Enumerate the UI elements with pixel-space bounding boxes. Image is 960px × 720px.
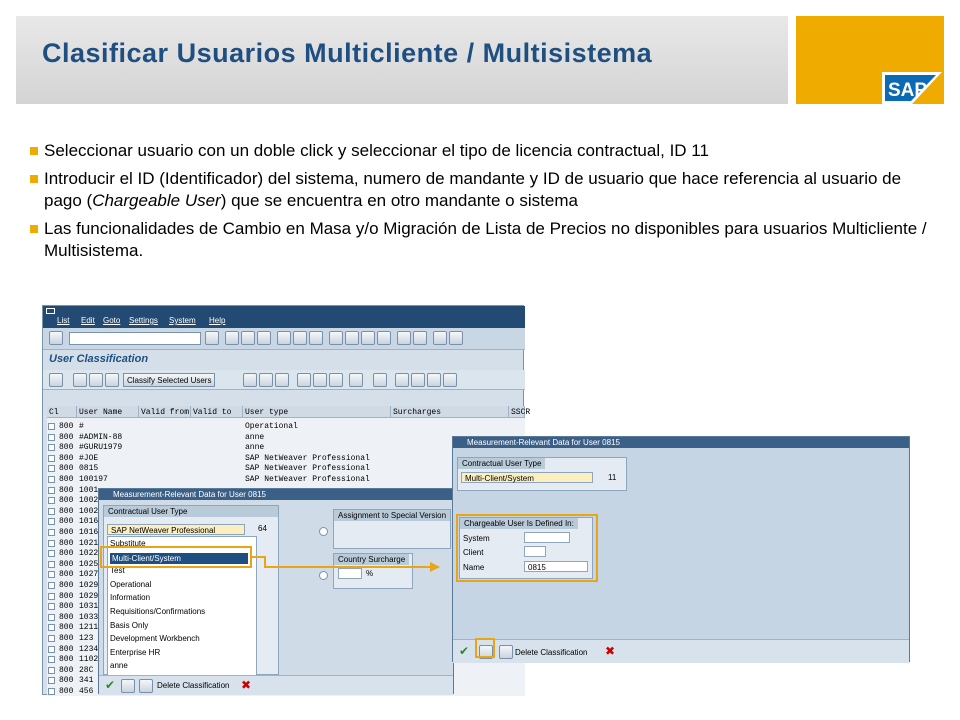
table-cell-cl: 800 (59, 538, 74, 548)
measurement-popup-left (98, 488, 454, 694)
table-cell-cl: 800 (59, 496, 74, 506)
contractual-group-left (103, 505, 279, 675)
row-checkbox[interactable] (48, 465, 55, 472)
table-cell-user: 456 (79, 687, 94, 696)
row-checkbox[interactable] (48, 571, 55, 578)
table-cell-cl: 800 (59, 655, 74, 665)
table-cell-type: anne (245, 432, 265, 442)
surcharge-field[interactable] (338, 568, 362, 579)
sort-asc-icon[interactable] (243, 373, 257, 387)
last-icon[interactable] (443, 373, 457, 387)
current-type-id: 64 (258, 524, 267, 533)
new-session-icon[interactable] (397, 331, 411, 345)
column-header[interactable]: User Name (77, 406, 139, 418)
dropdown-option[interactable]: Substitute (110, 539, 146, 548)
table-cell-cl: 800 (59, 464, 74, 474)
assignment-radio[interactable] (319, 527, 328, 536)
table-cell-user: 0815 (79, 464, 99, 474)
row-checkbox[interactable] (48, 444, 55, 451)
bullet-item (30, 218, 930, 262)
type-id-right: 11 (608, 473, 617, 482)
row-checkbox[interactable] (48, 434, 55, 441)
filter-icon[interactable] (275, 373, 289, 387)
table-cell-cl: 800 (59, 644, 74, 654)
table-cell-user: 1029 (79, 591, 99, 601)
window-icon (46, 308, 55, 314)
delete-icon-right[interactable] (499, 645, 513, 659)
table-cell-user: 1033 (79, 612, 99, 622)
table-cell-user: #ADMIN-88 (79, 432, 123, 442)
table-cell-type: SAP NetWeaver Professional (245, 464, 370, 474)
dropdown-option[interactable]: Requisitions/Confirmations (110, 607, 206, 616)
table-cell-cl: 800 (59, 422, 74, 431)
row-checkbox[interactable] (48, 603, 55, 610)
surcharge-unit: % (366, 569, 374, 578)
table-cell-user: 1016 (79, 528, 99, 537)
bullet-marker (30, 147, 38, 155)
print-preview-icon[interactable] (297, 373, 311, 387)
deselect-icon[interactable] (89, 373, 103, 387)
dropdown-option[interactable]: anne (110, 661, 128, 671)
dropdown-option[interactable]: Basis Only (110, 620, 149, 630)
row-checkbox[interactable] (48, 688, 55, 695)
find-icon[interactable] (293, 331, 307, 345)
table-cell-user: 1002 (79, 506, 99, 516)
table-cell-cl: 800 (59, 453, 74, 463)
row-checkbox[interactable] (48, 423, 55, 430)
cancel-icon-right[interactable]: ✖ (605, 644, 616, 658)
table-cell-cl: 800 (59, 665, 74, 675)
row-checkbox[interactable] (48, 646, 55, 653)
highlight-chargeable-group (456, 514, 598, 582)
row-checkbox[interactable] (48, 455, 55, 462)
row-checkbox[interactable] (48, 667, 55, 674)
contractual-group-right (457, 457, 627, 491)
column-header[interactable]: Valid to (191, 406, 243, 418)
popup-left-footer (99, 675, 453, 695)
table-cell-cl: 800 (59, 612, 74, 622)
row-checkbox[interactable] (48, 582, 55, 589)
select-all-icon[interactable] (73, 373, 87, 387)
prev-page-icon[interactable] (345, 331, 359, 345)
popup-left-title: Measurement-Relevant Data for User 0815 (99, 489, 453, 500)
table-cell-cl: 800 (59, 602, 74, 612)
standard-toolbar (43, 328, 525, 350)
command-field[interactable] (69, 332, 201, 345)
delete-classification-right[interactable]: Delete Classification (515, 648, 588, 657)
popup-right-footer (453, 639, 909, 663)
table-cell-cl: 800 (59, 676, 74, 686)
table-cell-user: 1001 (79, 485, 99, 495)
table-cell-user: 123 (79, 634, 94, 643)
surcharge-label: Country Surcharge (334, 554, 409, 565)
row-checkbox[interactable] (48, 635, 55, 642)
menu-help[interactable]: Help (209, 316, 226, 325)
dropdown-option[interactable]: Test (110, 566, 125, 576)
column-header[interactable]: User type (243, 406, 391, 418)
info-icon[interactable] (373, 373, 387, 387)
table-cell-user: 1031 (79, 602, 99, 612)
table-cell-type: anne (245, 443, 265, 453)
enter-icon[interactable] (49, 331, 63, 345)
delete-icon-left[interactable] (139, 679, 153, 693)
first-icon[interactable] (395, 373, 409, 387)
table-cell-user: # (79, 422, 84, 431)
row-checkbox[interactable] (48, 518, 55, 525)
system-label: System (463, 534, 490, 543)
next-page-icon[interactable] (361, 331, 375, 345)
spreadsheet-icon[interactable] (329, 373, 343, 387)
dropdown-option[interactable]: Enterprise HR (110, 647, 161, 657)
table-cell-cl: 800 (59, 443, 74, 453)
menu-settings[interactable]: Settings (129, 316, 158, 325)
table-cell-user: 341 (79, 676, 94, 686)
table-cell-user: 1022 (79, 549, 99, 559)
contractual-label-left: Contractual User Type (104, 506, 278, 517)
chargeable-label: Chargeable User Is Defined In: (460, 518, 578, 529)
next-icon[interactable] (427, 373, 441, 387)
table-cell-cl: 800 (59, 528, 74, 537)
contractual-label-right: Contractual User Type (458, 458, 545, 469)
row-checkbox[interactable] (48, 508, 55, 515)
bullet-text: Introducir el ID (Identificador) del sistema, numero de mandante y ID de usuario que hace referencia al usuario de pago ( (44, 169, 902, 210)
row-checkbox[interactable] (48, 624, 55, 631)
back-icon[interactable] (225, 331, 239, 345)
assignment-group (333, 509, 451, 549)
table-cell-user: 1234 (79, 644, 99, 654)
surcharge-radio[interactable] (319, 571, 328, 580)
shortcut-icon[interactable] (413, 331, 427, 345)
confirm-icon[interactable]: ✔ (105, 678, 116, 692)
row-checkbox[interactable] (48, 540, 55, 547)
table-cell-cl: 800 (59, 432, 74, 442)
table-cell-user: 100197 (79, 475, 108, 484)
row-checkbox[interactable] (48, 487, 55, 494)
row-checkbox[interactable] (48, 614, 55, 621)
table-cell-type: Operational (245, 422, 298, 431)
layout-change-icon[interactable] (349, 373, 363, 387)
classify-button-label: Classify Selected Users (127, 376, 212, 385)
table-cell-cl: 800 (59, 591, 74, 601)
classify-selected-users-button[interactable] (123, 373, 215, 387)
export-icon[interactable] (313, 373, 327, 387)
menu-edit[interactable]: Edit (81, 316, 95, 325)
delete-classification-left[interactable]: Delete Classification (157, 681, 230, 690)
details-icon[interactable] (49, 373, 63, 387)
table-cell-cl: 800 (59, 559, 74, 569)
menu-system[interactable]: System (169, 316, 196, 325)
confirm-icon-right[interactable]: ✔ (459, 644, 470, 658)
table-cell-user: 1029 (79, 581, 99, 590)
bullet-marker (30, 175, 38, 183)
table-cell-user: #GURU1979 (79, 443, 123, 453)
sap-logo-text: SAP (888, 80, 928, 101)
dropdown-option[interactable]: Multi-Client/System (110, 553, 248, 564)
column-header[interactable]: Valid from (141, 408, 190, 417)
layout-icon[interactable] (449, 331, 463, 345)
table-cell-user: 1102 (79, 655, 99, 665)
sap-logo (882, 72, 942, 104)
dropdown-option[interactable]: Operational (110, 579, 152, 589)
table-cell-user: 1002 (79, 496, 99, 506)
menu-bar (43, 306, 525, 328)
current-user-type-field[interactable]: SAP NetWeaver Professional (107, 524, 245, 535)
column-header[interactable]: Surcharges (391, 406, 509, 418)
table-cell-cl: 800 (59, 634, 74, 643)
table-cell-cl: 800 (59, 506, 74, 516)
cancel-icon[interactable] (257, 331, 271, 345)
first-page-icon[interactable] (329, 331, 343, 345)
highlight-save-button (475, 638, 495, 658)
highlight-dropdown-selection (100, 546, 252, 568)
save-icon[interactable] (205, 331, 219, 345)
previous-icon[interactable] (411, 373, 425, 387)
table-cell-cl: 800 (59, 549, 74, 559)
bullet-text: Chargeable User (92, 191, 221, 210)
menu-list[interactable]: List (57, 316, 70, 325)
table-cell-user: 1025 (79, 559, 99, 569)
block-icon[interactable] (105, 373, 119, 387)
row-checkbox[interactable] (48, 656, 55, 663)
bullet-text: Seleccionar usuario con un doble click y seleccionar el tipo de licencia contractual, ID 11 (44, 141, 709, 160)
cancel-icon-left[interactable]: ✖ (241, 678, 252, 692)
bullet-item (30, 168, 930, 212)
row-checkbox[interactable] (48, 529, 55, 536)
row-checkbox[interactable] (48, 561, 55, 568)
row-checkbox[interactable] (48, 677, 55, 684)
popup-right-title: Measurement-Relevant Data for User 0815 (453, 437, 909, 448)
row-checkbox[interactable] (48, 497, 55, 504)
row-checkbox[interactable] (48, 550, 55, 557)
table-cell-user: 1211 (79, 623, 99, 633)
table-cell-cl: 800 (59, 581, 74, 590)
bullet-text: ) que se encuentra en otro mandante o sistema (220, 191, 578, 210)
surcharge-group (333, 553, 413, 589)
user-type-field-right[interactable]: Multi-Client/System (461, 472, 593, 483)
bullet-list (30, 140, 930, 268)
name-label: Name (463, 563, 485, 572)
title-banner (16, 16, 788, 104)
column-header[interactable]: Cl (47, 406, 77, 418)
table-cell-cl: 800 (59, 687, 74, 696)
slide-title: Clasificar Usuarios Multicliente / Multisistema (42, 38, 653, 68)
table-cell-type: SAP NetWeaver Professional (245, 475, 370, 484)
help-icon[interactable] (433, 331, 447, 345)
bullet-item (30, 140, 930, 162)
screen-title: User Classification (49, 353, 149, 365)
dropdown-option[interactable]: Development Workbench (110, 634, 200, 644)
table-cell-cl: 800 (59, 475, 74, 484)
row-checkbox[interactable] (48, 476, 55, 483)
bullet-marker (30, 225, 38, 233)
column-header[interactable]: SSCR (511, 408, 531, 417)
table-cell-user: 1021 (79, 538, 99, 548)
exit-icon[interactable] (241, 331, 255, 345)
table-cell-user: 1027 (79, 570, 99, 580)
table-cell-type: SAP NetWeaver Professional (245, 453, 370, 463)
table-cell-cl: 800 (59, 517, 74, 527)
table-cell-user: 28C (79, 665, 94, 675)
table-cell-user: 1016 (79, 517, 99, 527)
table-cell-user: #JOE (79, 453, 99, 463)
sort-desc-icon[interactable] (259, 373, 273, 387)
table-cell-cl: 800 (59, 485, 74, 495)
assignment-label: Assignment to Special Version (334, 510, 450, 521)
last-page-icon[interactable] (377, 331, 391, 345)
name-field[interactable]: 0815 (524, 561, 588, 572)
dropdown-option[interactable]: Information (110, 593, 151, 603)
save-icon-left[interactable] (121, 679, 135, 693)
client-label: Client (463, 548, 484, 557)
row-checkbox[interactable] (48, 593, 55, 600)
bullet-text: Las funcionalidades de Cambio en Masa y/o Migración de Lista de Precios no disponibles para usuarios Multicliente / Multisistema. (44, 219, 927, 260)
table-cell-cl: 800 (59, 570, 74, 580)
table-cell-cl: 800 (59, 623, 74, 633)
find-next-icon[interactable] (309, 331, 323, 345)
menu-goto[interactable]: Goto (103, 316, 121, 325)
print-icon[interactable] (277, 331, 291, 345)
application-toolbar (43, 370, 525, 390)
